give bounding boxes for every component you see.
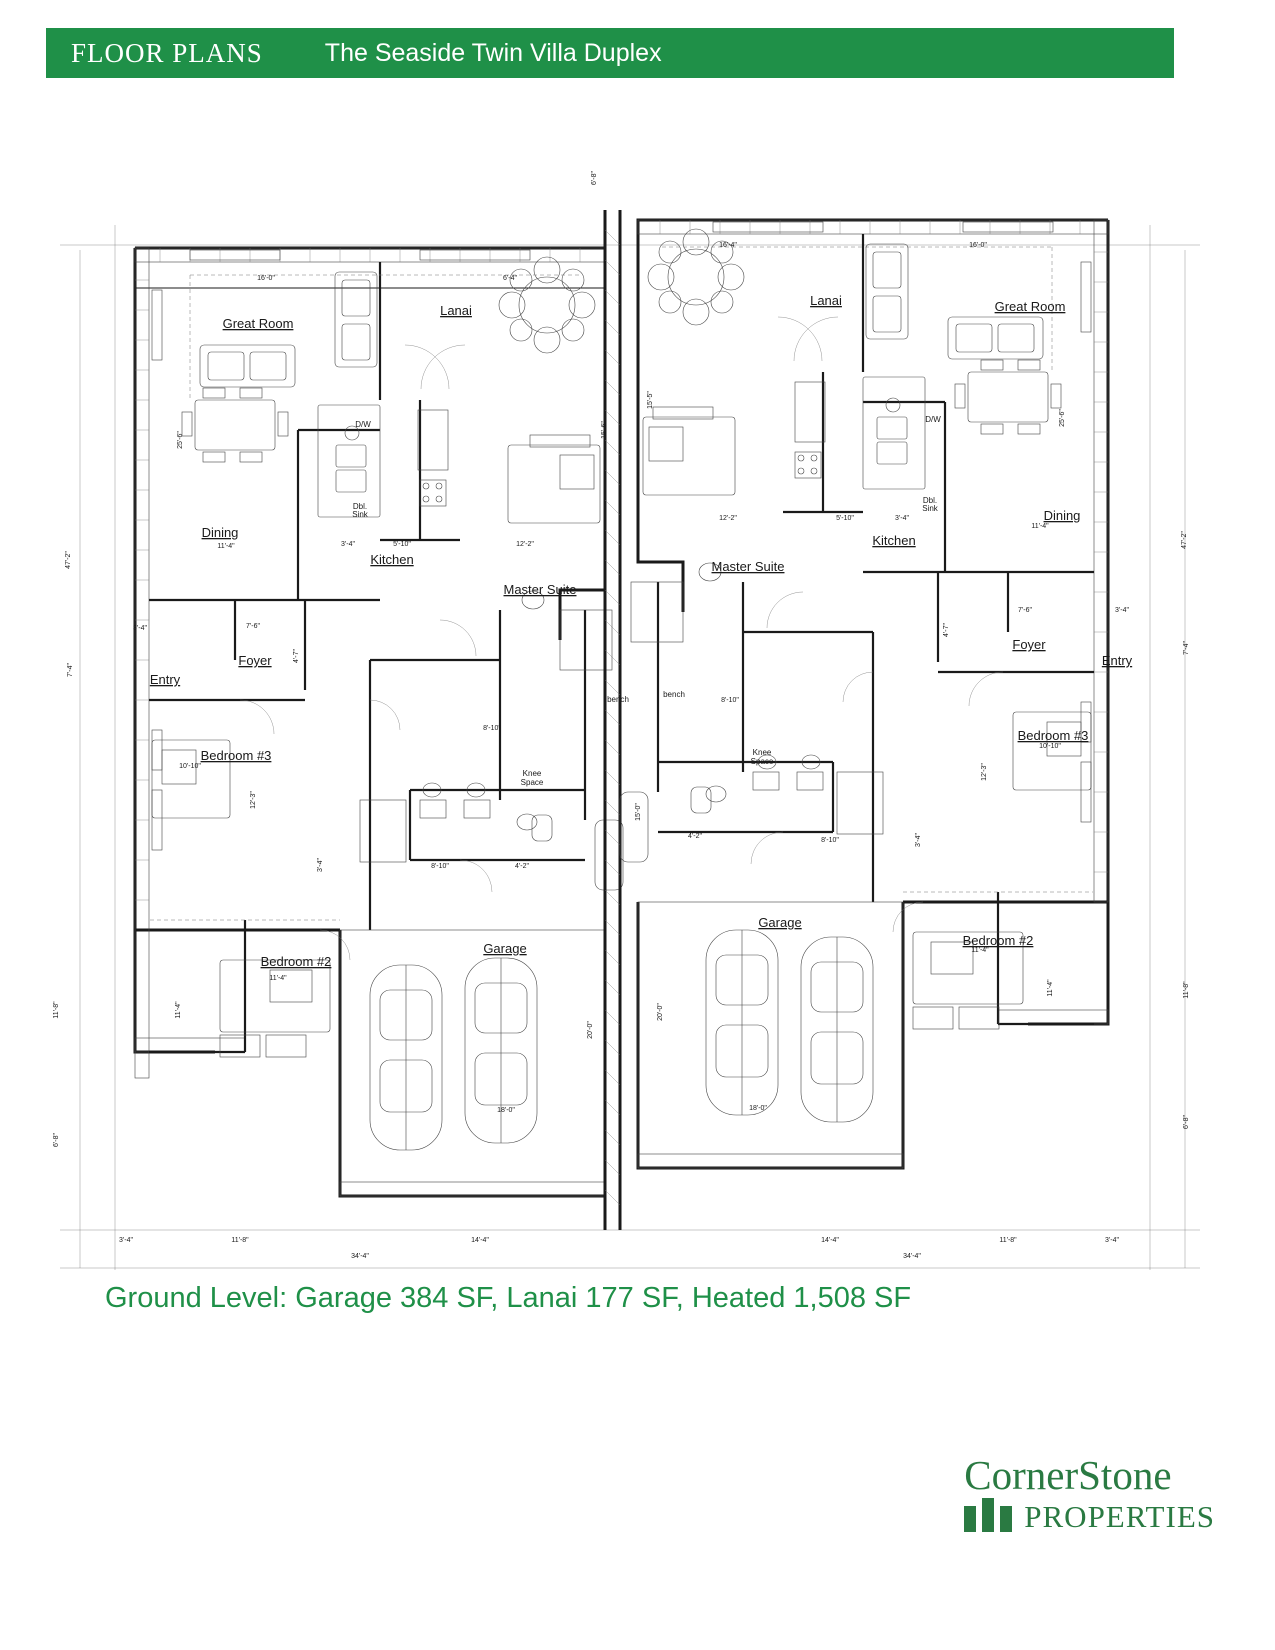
room-label: Great Room <box>994 299 1066 314</box>
dimension: 3'-4" <box>1105 1237 1119 1244</box>
fixture-label: Knee <box>522 769 542 778</box>
fixture-label: Dbl. <box>922 496 938 505</box>
plan-name: The Seaside Twin Villa Duplex <box>324 38 662 67</box>
logo-word-corner: Corner <box>964 1452 1079 1498</box>
room-label: Dining <box>201 525 239 540</box>
logo-word-stone: Stone <box>1078 1452 1172 1498</box>
dimension: 11'-4" <box>971 947 989 954</box>
dimension: 7'-4" <box>1183 641 1190 655</box>
columns-icon <box>964 1498 1016 1532</box>
dimension: 34'-4" <box>351 1253 369 1260</box>
room-label: Lanai <box>440 303 472 318</box>
dimension: 6'-8" <box>591 171 598 185</box>
room-label: Great Room <box>222 316 294 331</box>
room-label: Bedroom #2 <box>962 933 1034 948</box>
dimension: 5'-10" <box>393 541 411 548</box>
dimension: 20'-0" <box>657 1003 664 1021</box>
dimension: 12'-2" <box>516 541 534 548</box>
dimension: 11'-4" <box>1047 979 1054 997</box>
room-label: Master Suite <box>503 582 577 597</box>
dimension: 11'-8" <box>231 1237 249 1244</box>
dimension: 10'-10" <box>179 763 201 770</box>
room-label: Garage <box>483 941 527 956</box>
dimension: 8'-10" <box>721 697 739 704</box>
dimension: 47'-2" <box>1181 531 1188 549</box>
room-label: Bedroom #3 <box>1017 728 1089 743</box>
room-label: Foyer <box>1012 637 1046 652</box>
dimension: 11'-4" <box>1031 523 1049 530</box>
dimension: 5'-10" <box>836 515 854 522</box>
dimension: 4'-2" <box>515 863 529 870</box>
fixture-labels <box>352 415 941 787</box>
fixture-label: D/W <box>925 415 941 424</box>
company-logo <box>964 1452 1215 1534</box>
dimension: 8'-10" <box>821 837 839 844</box>
dimension: 47'-2" <box>65 551 72 569</box>
fixture-label: Dbl. <box>352 502 368 511</box>
header-bar <box>46 28 1174 78</box>
room-label: Master Suite <box>711 559 785 574</box>
dimension: 3'-4" <box>133 625 147 632</box>
room-label: Kitchen <box>370 552 414 567</box>
room-label: Bedroom #3 <box>200 748 272 763</box>
dimension: 15'-5" <box>647 391 654 409</box>
dimension: 25'-6" <box>177 431 184 449</box>
dimension: 7'-6" <box>1018 607 1032 614</box>
dimension: 12'-2" <box>719 515 737 522</box>
room-label: Dining <box>1043 508 1081 523</box>
fixture-label: Sink <box>352 510 368 519</box>
dimension: 16'-0" <box>257 275 275 282</box>
plan-caption: Ground Level: Garage 384 SF, Lanai 177 SF, Heated 1,508 SF <box>105 1282 912 1314</box>
room-labels-left <box>150 303 577 969</box>
fixture-label: Space <box>520 778 544 787</box>
dimension: 11'-8" <box>999 1237 1017 1244</box>
dimension: 8'-10" <box>483 725 501 732</box>
fixture-label: bench <box>607 695 629 704</box>
dimension: 3'-4" <box>915 833 922 847</box>
logo-wordmark <box>964 1452 1215 1498</box>
floor-plan-drawing <box>40 100 1220 1300</box>
dimension: 6'-8" <box>1183 1115 1190 1129</box>
fixture-label: D/W <box>355 420 371 429</box>
fixture-label: Space <box>750 757 774 766</box>
dimension: 4'-2" <box>688 833 702 840</box>
room-label: Foyer <box>238 653 272 668</box>
dimension: 16'-0" <box>969 242 987 249</box>
dimension: 8'-10" <box>431 863 449 870</box>
dimension: 10'-10" <box>1039 743 1061 750</box>
dimension: 3'-4" <box>1115 607 1129 614</box>
room-labels-right <box>712 293 1133 948</box>
logo-subtitle: PROPERTIES <box>1024 1499 1215 1534</box>
dimension: 3'-4" <box>895 515 909 522</box>
dimension: 14'-4" <box>471 1237 489 1244</box>
dimension: 18'-0" <box>749 1105 767 1112</box>
fixture-label: Knee <box>752 748 772 757</box>
dimension: 12'-3" <box>981 763 988 781</box>
dimension: 7'-4" <box>67 663 74 677</box>
dimension: 3'-4" <box>317 858 324 872</box>
dimension: 15'-0" <box>635 803 642 821</box>
dimension: 11'-4" <box>175 1001 182 1019</box>
dimension: 11'-4" <box>217 543 235 550</box>
room-label: Garage <box>758 915 802 930</box>
room-label: Entry <box>149 672 181 687</box>
room-label: Entry <box>1101 653 1133 668</box>
dimension: 4'-7" <box>943 623 950 637</box>
dimension: 20'-0" <box>587 1021 594 1039</box>
page-title: FLOOR PLANS <box>71 37 263 68</box>
dimension: 6'-4" <box>503 275 517 282</box>
fixture-label: Sink <box>922 504 938 513</box>
room-label: Kitchen <box>872 533 916 548</box>
room-label: Lanai <box>810 293 842 308</box>
dimension: 18'-0" <box>497 1107 515 1114</box>
dimension: 4'-7" <box>293 649 300 663</box>
room-label: Bedroom #2 <box>260 954 332 969</box>
dimension: 11'-8" <box>1183 981 1190 999</box>
dimension: 3'-4" <box>119 1237 133 1244</box>
dimension: 15'-6" <box>601 421 608 439</box>
dimension: 11'-8" <box>53 1001 60 1019</box>
dimension: 16'-4" <box>719 242 737 249</box>
dimension: 3'-4" <box>341 541 355 548</box>
dimension: 25'-6" <box>1059 409 1066 427</box>
dimension: 7'-6" <box>246 623 260 630</box>
dimension: 14'-4" <box>821 1237 839 1244</box>
dimension: 34'-4" <box>903 1253 921 1260</box>
dimension: 11'-4" <box>269 975 287 982</box>
fixture-label: bench <box>663 690 685 699</box>
dimension: 6'-8" <box>53 1133 60 1147</box>
dimension: 12'-3" <box>250 791 257 809</box>
